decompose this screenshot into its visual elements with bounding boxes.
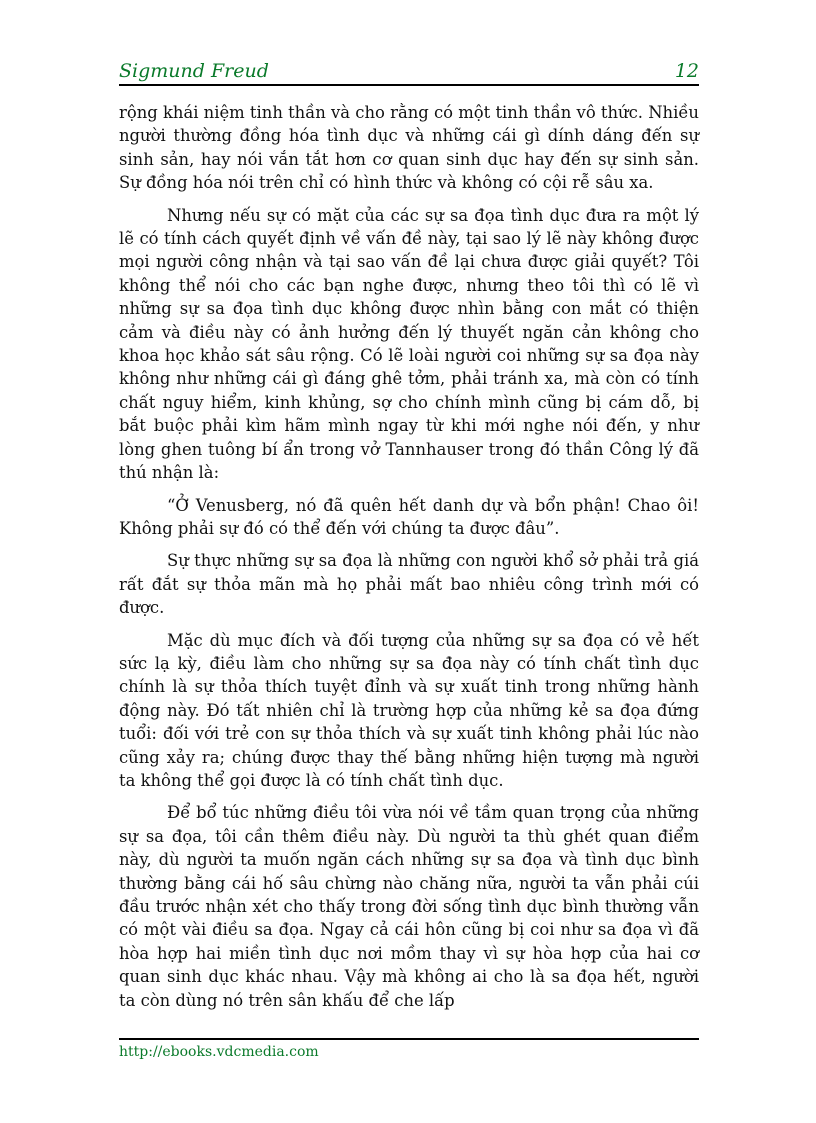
paragraph: Sự thực những sự sa đọa là những con người khổ sở phải trả giá rất đắt sự thỏa mãn mà họ phải mất bao nhiêu công trình mới có được. bbox=[119, 551, 699, 618]
body-text bbox=[119, 101, 699, 1021]
footer-url: http://ebooks.vdcmedia.com bbox=[119, 1044, 319, 1060]
paragraph-continuation: rộng khái niệm tinh thần và cho rằng có một tinh thần vô thức. Nhiều người thường đồng hóa tình dục và những cái gì dính dáng đến sự sinh sản, hay nói vắn tắt hơn cơ quan sinh dục hay đến sự sinh sản. Sự đồng hóa nói trên chỉ có hình thức và không có cội rễ sâu xa. bbox=[119, 103, 699, 193]
paragraph: Để bổ túc những điều tôi vừa nói về tầm quan trọng của những sự sa đọa, tôi cần thêm điều này. Dù người ta thù ghét quan điểm này, dù người ta muốn ngăn cách những sự sa đọa và tình dục bình thường bằng cái hố sâu chừng nào chăng nữa, người ta vẫn phải cúi đầu trước nhận xét cho thấy trong đời sống tình dục bình thường vẫn có một vài điều sa đọa. Ngay cả cái hôn cũng bị coi như sa đọa vì đã hòa hợp hai miền tình dục nơi mồm thay vì sự hòa hợp của hai cơ quan sinh dục khác nhau. Vậy mà không ai cho là sa đọa hết, người ta còn dùng nó trên sân khấu để che lấp bbox=[119, 803, 699, 1010]
paragraph-quote: “Ở Venusberg, nó đã quên hết danh dự và bổn phận! Chao ôi! Không phải sự đó có thể đến với chúng ta được đâu”. bbox=[119, 495, 699, 538]
paragraph: Mặc dù mục đích và đối tượng của những sự sa đọa có vẻ hết sức lạ kỳ, điều làm cho những sự sa đọa này có tính chất tình dục chính là sự thỏa thích tuyệt đỉnh và sự xuất tinh trong những hành động này. Đó tất nhiên chỉ là trường hợp của những kẻ sa đọa đứng tuổi: đối với trẻ con sự thỏa thích và sự xuất tinh không phải lúc nào cũng xảy ra; chúng được thay thế bằng những hiện tượng mà người ta không thể gọi được là có tính chất tình dục. bbox=[119, 630, 699, 790]
page-header bbox=[119, 58, 699, 86]
header-page-number: 12 bbox=[674, 60, 699, 82]
paragraph: Nhưng nếu sự có mặt của các sự sa đọa tình dục đưa ra một lý lẽ có tính cách quyết định về vấn đề này, tại sao lý lẽ này không được mọi người công nhận và tại sao vấn đề lại chưa được giải quyết? Tôi không thể nói cho các bạn nghe được, nhưng theo tôi thì có lẽ vì những sự sa đọa tình dục không được nhìn bằng con mắt có thiện cảm và điều này có ảnh hưởng đến lý thuyết ngăn cản không cho khoa học khảo sát sâu rộng. Có lẽ loài người coi những sự sa đọa này không như những cái gì đáng ghê tởm, phải tránh xa, mà còn có tính chất nguy hiểm, kinh khủng, sợ cho chính mình cũng bị cám dỗ, bị bắt buộc phải kìm hãm mình ngay từ khi mới nghe nói đến, y như lòng ghen tuông bí ẩn trong vở Tannhauser trong đó thần Công lý đã thú nhận là: bbox=[119, 205, 699, 483]
header-author: Sigmund Freud bbox=[119, 60, 269, 82]
footer-rule bbox=[119, 1038, 699, 1040]
